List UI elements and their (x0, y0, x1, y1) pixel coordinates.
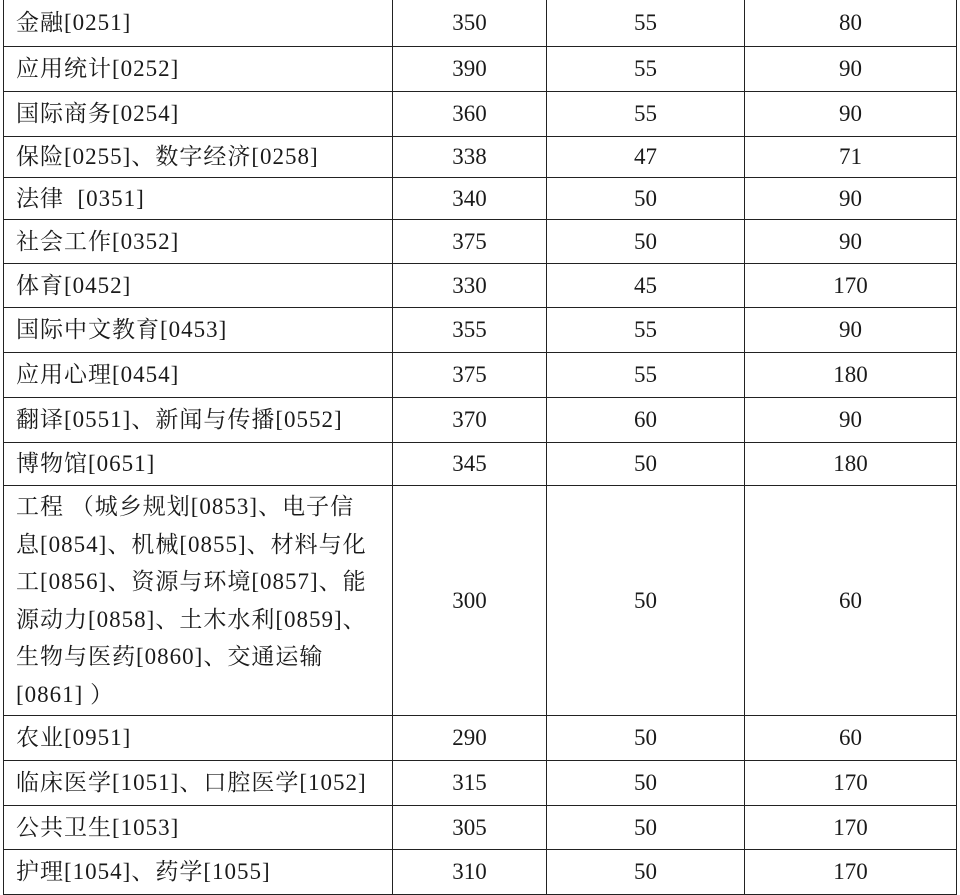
subject-score-b: 170 (745, 264, 957, 308)
subject-score-b: 180 (745, 353, 957, 398)
table-row (4, 850, 957, 895)
program-name-line: 生物与医药[0860]、交通运输 (16, 644, 324, 669)
subject-score-a: 45 (547, 264, 745, 308)
table-row (4, 220, 957, 264)
total-score: 330 (393, 264, 547, 308)
total-score: 310 (393, 850, 547, 895)
score-table (3, 0, 957, 895)
subject-score-b: 90 (745, 220, 957, 264)
subject-score-b: 90 (745, 398, 957, 443)
table-row (4, 761, 957, 806)
subject-score-b: 90 (745, 308, 957, 353)
program-name: 社会工作[0352] (4, 220, 393, 264)
table-row (4, 486, 957, 716)
subject-score-b: 90 (745, 178, 957, 220)
subject-score-a: 50 (547, 761, 745, 806)
program-name: 公共卫生[1053] (4, 806, 393, 850)
total-score: 390 (393, 47, 547, 92)
program-name: 体育[0452] (4, 264, 393, 308)
total-score: 340 (393, 178, 547, 220)
subject-score-b: 170 (745, 850, 957, 895)
total-score: 375 (393, 353, 547, 398)
program-name-line: [0861] ） (16, 681, 115, 707)
program-name: 农业[0951] (4, 716, 393, 761)
subject-score-a: 50 (547, 178, 745, 220)
table-row (4, 398, 957, 443)
total-score: 355 (393, 308, 547, 353)
subject-score-b: 71 (745, 137, 957, 178)
subject-score-a: 47 (547, 137, 745, 178)
subject-score-a: 55 (547, 353, 745, 398)
subject-score-a: 50 (547, 486, 745, 716)
program-name: 国际中文教育[0453] (4, 308, 393, 353)
program-name: 法律 [0351] (4, 178, 393, 220)
table-row (4, 716, 957, 761)
program-name: 保险[0255]、数字经济[0258] (4, 137, 393, 178)
subject-score-a: 60 (547, 398, 745, 443)
table-row (4, 137, 957, 178)
subject-score-b: 180 (745, 443, 957, 486)
subject-score-a: 50 (547, 716, 745, 761)
total-score: 305 (393, 806, 547, 850)
program-name: 应用统计[0252] (4, 47, 393, 92)
table-row (4, 178, 957, 220)
total-score: 290 (393, 716, 547, 761)
table-row (4, 264, 957, 308)
total-score: 345 (393, 443, 547, 486)
subject-score-b: 60 (745, 716, 957, 761)
program-name-line: 工程 （城乡规划[0853]、电子信 (16, 494, 355, 519)
table-row (4, 47, 957, 92)
total-score: 350 (393, 0, 547, 47)
total-score: 315 (393, 761, 547, 806)
program-name: 临床医学[1051]、口腔医学[1052] (4, 761, 393, 806)
table-row (4, 0, 957, 47)
subject-score-b: 170 (745, 761, 957, 806)
program-name: 应用心理[0454] (4, 353, 393, 398)
subject-score-b: 80 (745, 0, 957, 47)
total-score: 338 (393, 137, 547, 178)
total-score: 370 (393, 398, 547, 443)
total-score: 375 (393, 220, 547, 264)
table-row (4, 308, 957, 353)
table-row (4, 443, 957, 486)
table-row (4, 806, 957, 850)
program-name: 金融[0251] (4, 0, 393, 47)
program-name-line: 息[0854]、机械[0855]、材料与化 (16, 531, 367, 557)
subject-score-b: 60 (745, 486, 957, 716)
subject-score-b: 90 (745, 47, 957, 92)
subject-score-a: 50 (547, 806, 745, 850)
subject-score-a: 50 (547, 443, 745, 486)
table-row (4, 92, 957, 137)
program-name: 翻译[0551]、新闻与传播[0552] (4, 398, 393, 443)
subject-score-a: 55 (547, 92, 745, 137)
program-name: 护理[1054]、药学[1055] (4, 850, 393, 895)
program-name: 国际商务[0254] (4, 92, 393, 137)
total-score: 300 (393, 486, 547, 716)
subject-score-a: 55 (547, 308, 745, 353)
subject-score-b: 90 (745, 92, 957, 137)
subject-score-a: 55 (547, 0, 745, 47)
total-score: 360 (393, 92, 547, 137)
program-name (4, 486, 393, 716)
subject-score-a: 50 (547, 220, 745, 264)
program-name-line: 工[0856]、资源与环境[0857]、能 (16, 569, 367, 594)
subject-score-a: 50 (547, 850, 745, 895)
table-row (4, 353, 957, 398)
program-name: 博物馆[0651] (4, 443, 393, 486)
subject-score-b: 170 (745, 806, 957, 850)
program-name-line: 源动力[0858]、土木水利[0859]、 (16, 606, 367, 632)
subject-score-a: 55 (547, 47, 745, 92)
